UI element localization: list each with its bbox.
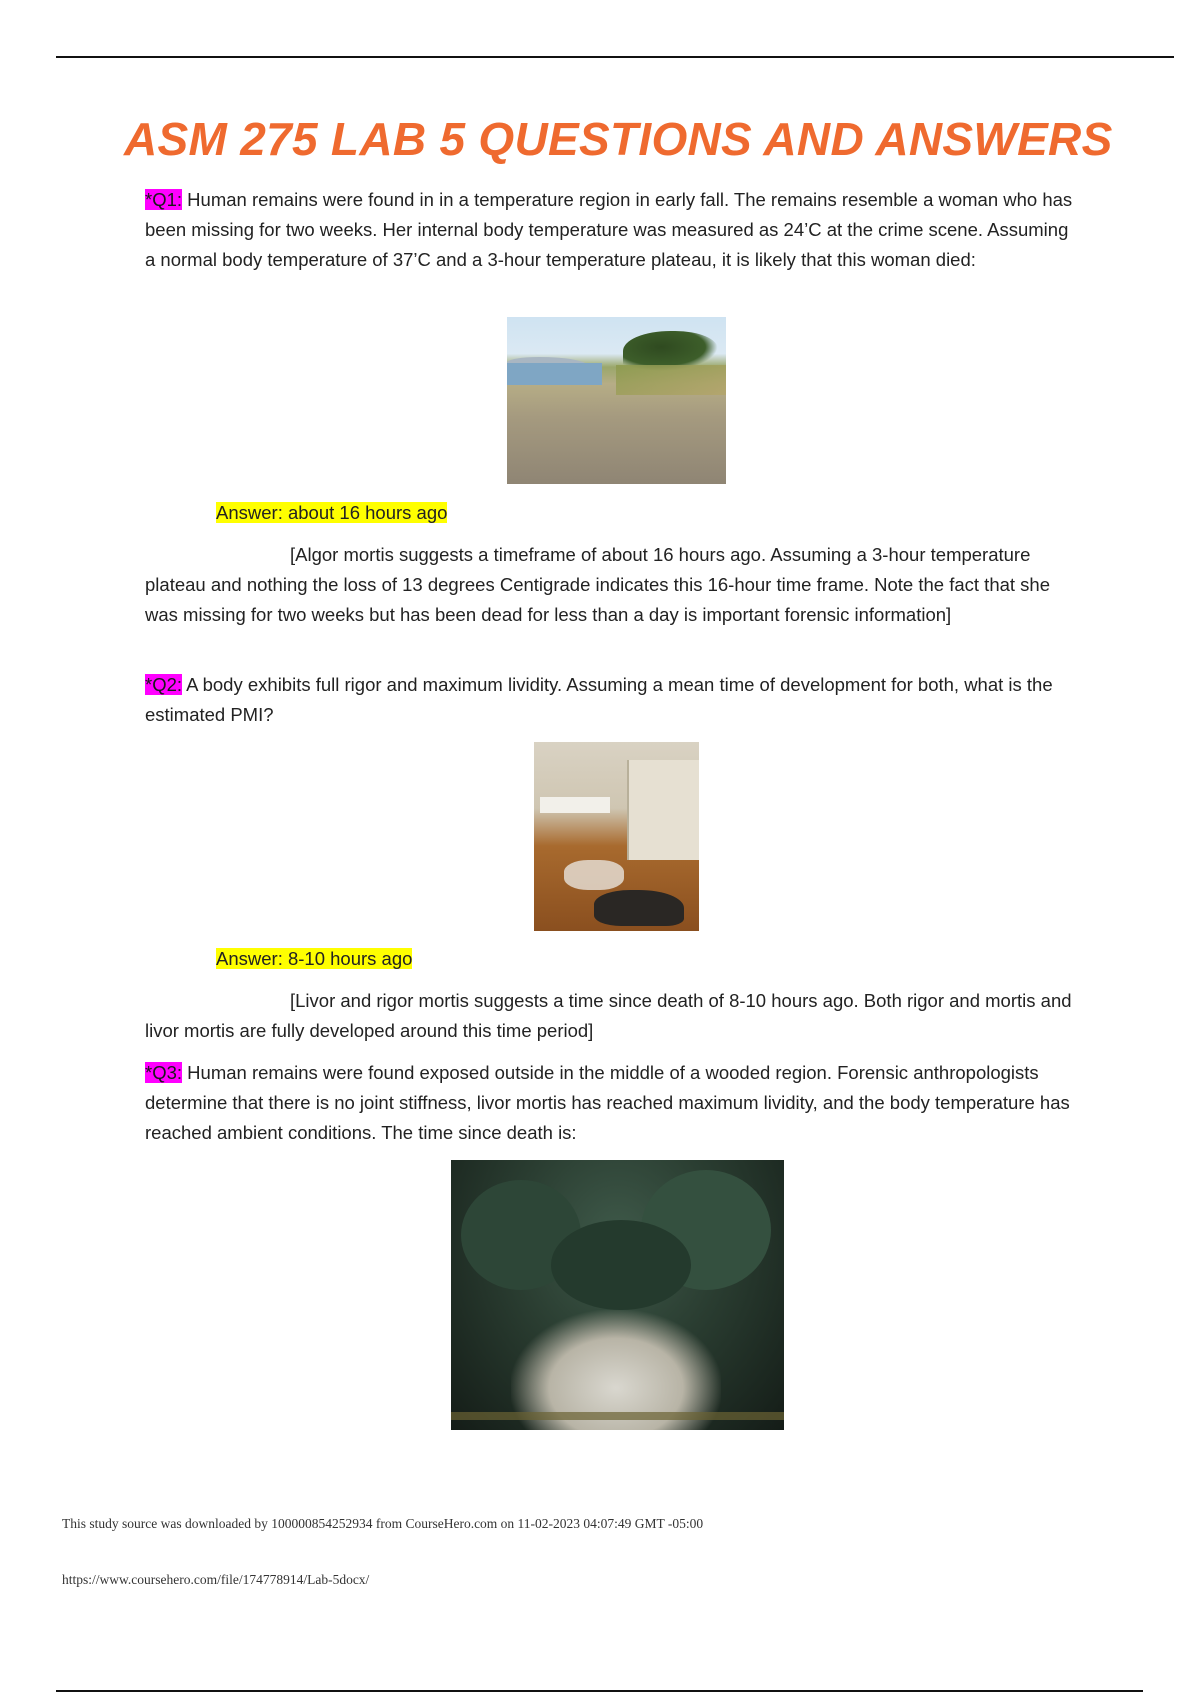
question-2 [145, 670, 1080, 730]
bottom-rule [56, 1690, 1143, 1692]
answer-1 [216, 498, 447, 528]
beach-photo [507, 317, 726, 484]
kitchen-photo [534, 742, 699, 931]
photo-cabinet [627, 760, 699, 860]
answer-2 [216, 944, 412, 974]
explanation-2: [Livor and rigor mortis suggests a time since death of 8-10 hours ago. Both rigor and mortis and livor mortis are fully developed around this time period] [145, 990, 1072, 1041]
answer-1-text: Answer: about 16 hours ago [216, 502, 448, 523]
question-2-text: A body exhibits full rigor and maximum lividity. Assuming a mean time of development for both, what is the estimated PMI? [145, 674, 1053, 725]
explanation-1: [Algor mortis suggests a timeframe of about 16 hours ago. Assuming a 3-hour temperature plateau and nothing the loss of 13 degrees Centigrade indicates this 16-hour time frame. Note the fact that she was missing for two weeks but has been dead for less than a day is important forensic information] [145, 544, 1051, 625]
question-3-text: Human remains were found exposed outside in the middle of a wooded region. Forensic anthropologists determine that there is no joint stiffness, livor mortis has reached maximum lividity, and the body temperature has reached ambient conditions. The time since death is: [145, 1062, 1070, 1143]
question-1-text: Human remains were found in in a temperature region in early fall. The remains resemble a woman who has been missing for two weeks. Her internal body temperature was measured as 24’C at the crime scene. Assuming a normal body temperature of 37’C and a 3-hour temperature plateau, it is likely that this woman died: [145, 189, 1073, 270]
woods-photo [451, 1160, 784, 1430]
photo-water [507, 363, 602, 385]
photo-debris [564, 860, 624, 890]
question-1 [145, 185, 1080, 275]
top-rule [56, 56, 1174, 58]
answer-2-text: Answer: 8-10 hours ago [216, 948, 413, 969]
question-3 [145, 1058, 1080, 1148]
download-notice: This study source was downloaded by 100000854252934 from CourseHero.com on 11-02-2023 04:07:49 GMT -05:00 [62, 1516, 704, 1531]
photo-figure [594, 890, 684, 926]
photo-bush [551, 1220, 691, 1310]
source-url: https://www.coursehero.com/file/174778914/Lab-5docx/ [62, 1572, 370, 1587]
question-3-tag: *Q3: [145, 1062, 183, 1083]
page-title: ASM 275 LAB 5 QUESTIONS AND ANSWERS [124, 113, 1113, 165]
question-1-tag: *Q1: [145, 189, 183, 210]
photo-counter [540, 797, 610, 813]
question-2-tag: *Q2: [145, 674, 183, 695]
photo-edge [451, 1412, 784, 1420]
photo-grass [616, 365, 726, 395]
